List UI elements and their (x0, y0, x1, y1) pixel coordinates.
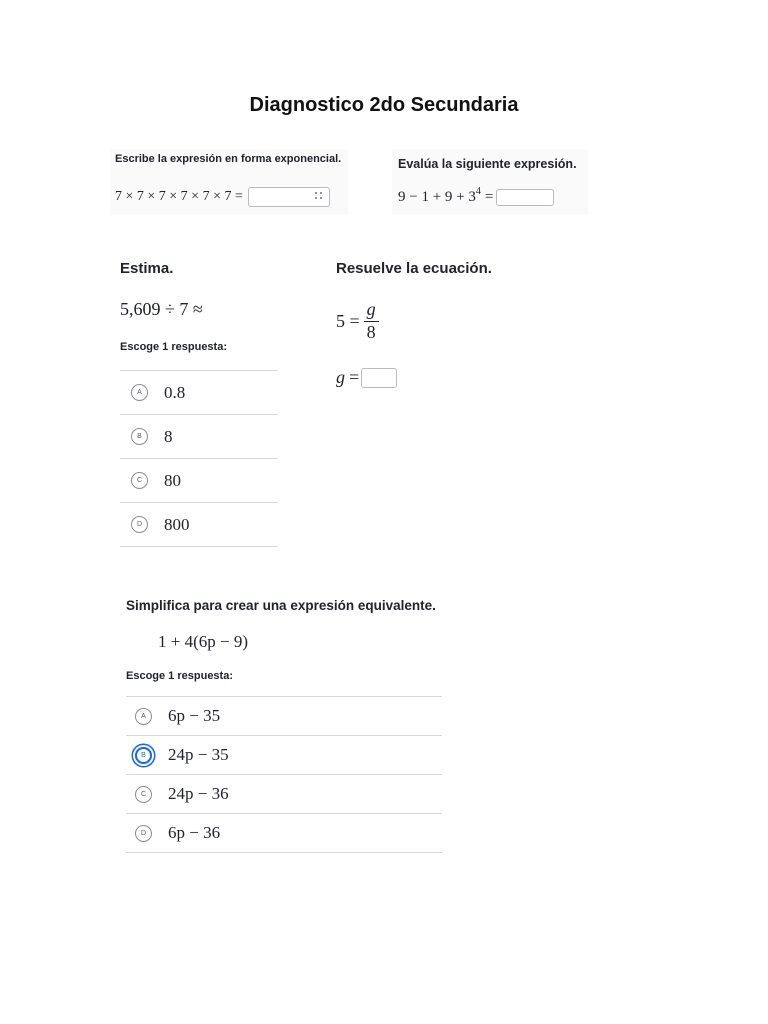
choice-c-radio[interactable]: C (131, 472, 148, 489)
choice-text: 24p − 35 (168, 745, 229, 764)
fraction (364, 300, 379, 343)
question-exponential-form (110, 149, 348, 215)
choice-text: 0.8 (164, 382, 186, 402)
math-expression: 9 − 1 + 9 + 3 (398, 189, 476, 205)
math-expression: 5,609 ÷ 7 ≈ (120, 299, 203, 319)
answer-variable: g (336, 367, 345, 387)
question-prompt-simplify: Simplifica para crear una expresión equivalente. (126, 598, 436, 613)
choice-d-radio[interactable]: D (131, 516, 148, 533)
question-prompt-estimate: Estima. (120, 260, 174, 277)
math-expression: 7 × 7 × 7 × 7 × 7 × 7 = (115, 189, 243, 204)
fraction-numerator: g (364, 300, 379, 322)
math-expression: 1 + 4(6p − 9) (158, 632, 248, 651)
simplify-choice-list (126, 696, 442, 853)
choice-a[interactable] (120, 371, 278, 415)
choice-text: 8 (164, 426, 173, 446)
choice-d[interactable] (120, 503, 278, 547)
choice-c[interactable] (126, 775, 442, 814)
exponent-answer-input[interactable] (248, 187, 330, 207)
choice-d[interactable] (126, 814, 442, 853)
equation-lhs: 5 = (336, 310, 360, 331)
equation-answer-input[interactable] (361, 368, 397, 388)
keypad-icon[interactable] (315, 191, 325, 201)
choice-a[interactable] (126, 697, 442, 736)
choice-text: 6p − 36 (168, 823, 221, 842)
estimate-choice-list (120, 370, 278, 547)
choice-c[interactable] (120, 459, 278, 503)
question-prompt: Evalúa la siguiente expresión. (398, 157, 577, 171)
choice-b-radio-selected[interactable]: B (135, 747, 152, 764)
choice-b-selected[interactable] (126, 736, 442, 775)
equals-sign: = (484, 189, 494, 205)
choice-d-radio[interactable]: D (135, 825, 152, 842)
choice-c-radio[interactable]: C (135, 786, 152, 803)
choice-text: 800 (164, 514, 190, 534)
evaluate-answer-input[interactable] (496, 189, 554, 206)
choose-label: Escoge 1 respuesta: (120, 341, 227, 353)
equation (336, 300, 379, 343)
choice-a-radio[interactable]: A (135, 708, 152, 725)
equals-sign: = (349, 367, 360, 387)
choice-b-radio[interactable]: B (131, 428, 148, 445)
choice-text: 6p − 35 (168, 706, 221, 725)
fraction-denominator: 8 (366, 321, 376, 342)
question-prompt: Escribe la expresión en forma exponencial. (115, 153, 342, 165)
choice-b[interactable] (120, 415, 278, 459)
question-evaluate (392, 149, 588, 215)
page-title: Diagnostico 2do Secundaria (249, 94, 519, 116)
choice-text: 24p − 36 (168, 784, 229, 803)
choice-text: 80 (164, 470, 181, 490)
choose-label: Escoge 1 respuesta: (126, 670, 233, 682)
choice-a-radio[interactable]: A (131, 384, 148, 401)
exponent: 4 (475, 186, 481, 197)
question-prompt-solve: Resuelve la ecuación. (336, 260, 492, 277)
